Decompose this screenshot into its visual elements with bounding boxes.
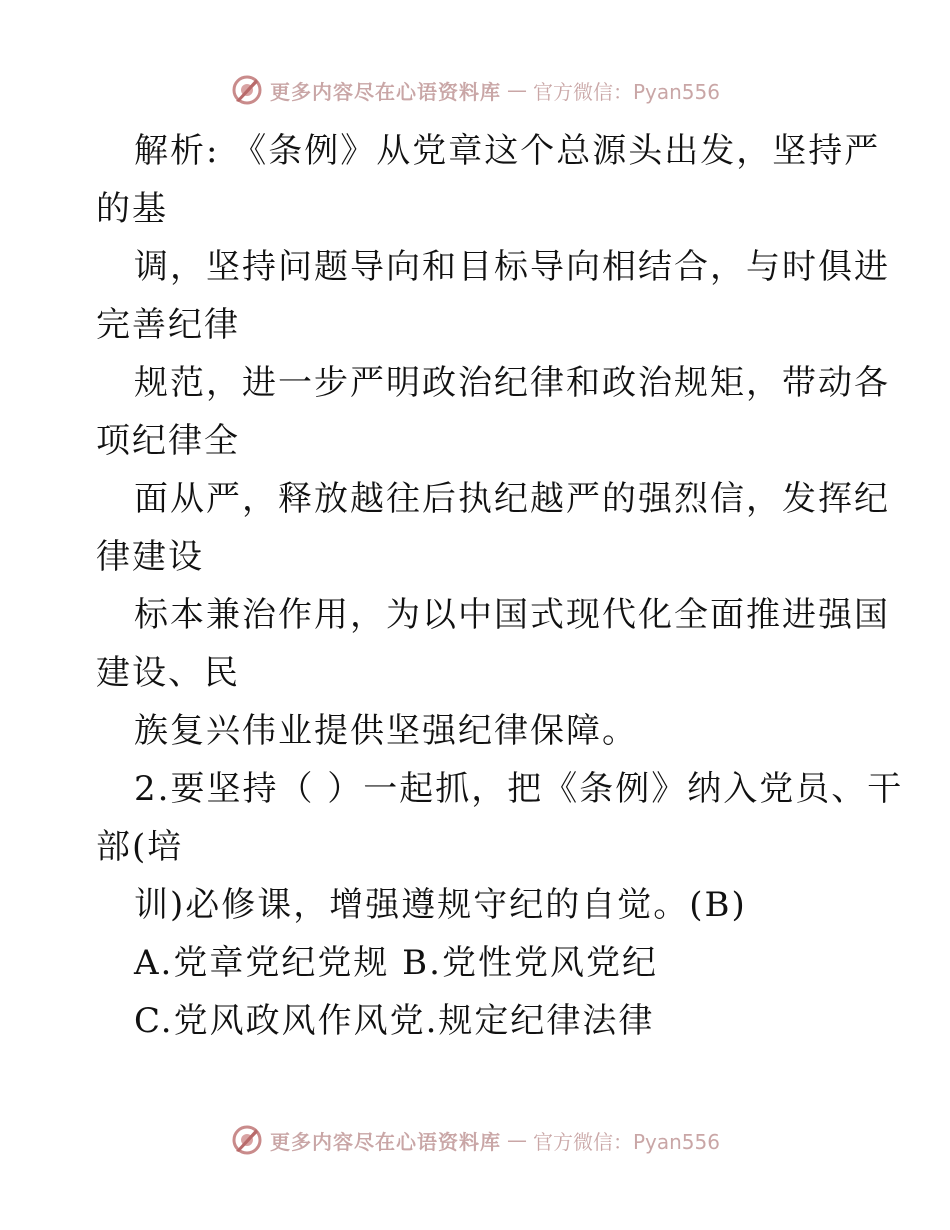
text-line: 训)必修课，增强遵规守纪的自觉。(B) — [134, 885, 747, 925]
text-line: 项纪律全 — [96, 421, 240, 461]
text-line: C.党风政风作风党.规定纪律法律 — [134, 1001, 655, 1041]
text-line: 解析: 《条例》从党章这个总源头出发，坚持严 — [134, 131, 881, 171]
watermark-dash: — — [506, 1128, 527, 1152]
quill-logo-icon — [230, 73, 264, 107]
text-line: 部(培 — [96, 827, 184, 867]
text-line: 的基 — [96, 189, 168, 229]
quill-logo-icon — [230, 1123, 264, 1157]
text-line: 调，坚持问题导向和目标导向相结合，与时俱进 — [134, 247, 890, 287]
text-line: 建设、民 — [96, 653, 240, 693]
text-line: 完善纪律 — [96, 305, 240, 345]
text-line: 标本兼治作用，为以中国式现代化全面推进强国 — [134, 595, 890, 635]
header-watermark — [0, 70, 950, 110]
text-line: 面从严，释放越往后执纪越严的强烈信，发挥纪 — [134, 479, 890, 519]
document-body — [96, 122, 904, 1050]
watermark-dash: — — [506, 78, 527, 102]
watermark-contact: 官方微信：Pyan556 — [532, 1129, 720, 1154]
text-line: 族复兴伟业提供坚强纪律保障。 — [134, 711, 638, 751]
watermark-brand: 更多内容尽在心语资料库 — [269, 79, 501, 104]
watermark-brand: 更多内容尽在心语资料库 — [269, 1129, 501, 1154]
footer-watermark — [0, 1120, 950, 1160]
watermark-contact: 官方微信：Pyan556 — [532, 79, 720, 104]
text-line: 2.要坚持（ ）一起抓，把《条例》纳入党员、干 — [134, 769, 904, 809]
text-line: 规范，进一步严明政治纪律和政治规矩，带动各 — [134, 363, 890, 403]
text-line: A.党章党纪党规 B.党性党风党纪 — [134, 943, 658, 983]
text-line: 律建设 — [96, 537, 204, 577]
